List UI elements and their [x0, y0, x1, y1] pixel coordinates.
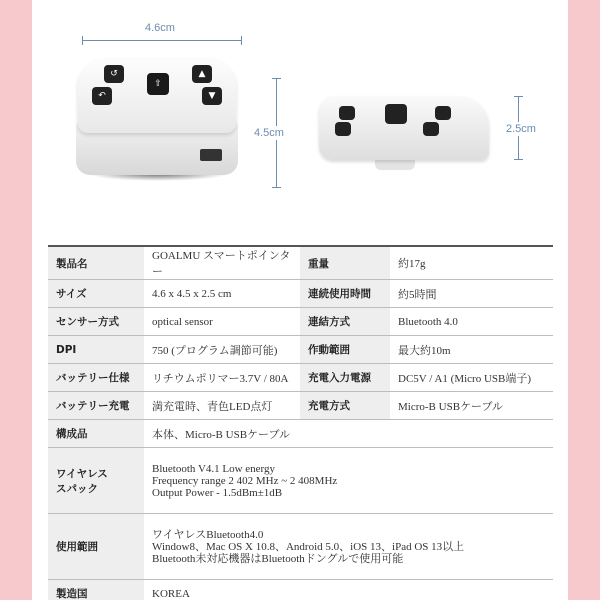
side-button-1 — [339, 106, 355, 120]
spec-value: 4.6 x 4.5 x 2.5 cm — [144, 280, 300, 308]
spec-label: バッテリー充電 — [48, 392, 144, 420]
spec-value: 750 (プログラム調節可能) — [144, 336, 300, 364]
spec-row-origin — [48, 580, 553, 600]
height-label: 4.5cm — [254, 127, 284, 139]
spec-label — [48, 448, 144, 514]
pointer-side-image — [317, 90, 492, 180]
width-line — [82, 40, 242, 41]
spec-value: Bluetooth 4.0 — [390, 308, 553, 336]
spec-row — [48, 392, 553, 420]
spec-value — [144, 448, 553, 514]
spec-value: リチウムポリマー3.7V / 80A — [144, 364, 300, 392]
spec-label: 重量 — [300, 246, 390, 280]
height-tick-bottom — [272, 187, 281, 188]
side-button-5 — [423, 122, 439, 136]
spec-row — [48, 336, 553, 364]
wireless-line: Frequency range 2 402 MHz ~ 2 408MHz — [152, 474, 338, 487]
wireless-label: ワイヤレス スパック — [56, 467, 108, 495]
wireless-line: Output Power - 1.5dBm±1dB — [152, 486, 283, 499]
spec-value: DC5V / A1 (Micro USB端子) — [390, 364, 553, 392]
side-button-2 — [335, 122, 351, 136]
spec-label: 製品名 — [48, 246, 144, 280]
spec-row-contents — [48, 420, 553, 448]
spec-label: 作動範囲 — [300, 336, 390, 364]
side-button-4 — [435, 106, 451, 120]
pointer-front-image — [72, 55, 242, 180]
button-icon-3: ▲ — [192, 65, 212, 83]
spec-row — [48, 280, 553, 308]
button-icon-1: ↺ — [104, 65, 124, 83]
spec-row — [48, 364, 553, 392]
spec-label: DPI — [48, 336, 144, 364]
width-tick-left — [82, 36, 83, 45]
spec-row-usage — [48, 514, 553, 580]
spec-label: 使用範囲 — [48, 514, 144, 580]
usage-line: Window8、Mac OS X 10.8、Android 5.0、iOS 13、iPad OS 13以上 — [152, 540, 465, 553]
spec-value: optical sensor — [144, 308, 300, 336]
spec-label: センサー方式 — [48, 308, 144, 336]
spec-value: 本体、Micro-B USBケーブル — [144, 420, 553, 448]
depth-tick-top — [514, 96, 523, 97]
spec-label: 充電入力電源 — [300, 364, 390, 392]
side-button-3 — [385, 104, 407, 124]
product-spec-page — [32, 0, 568, 600]
usage-line: ワイヤレスBluetooth4.0 — [152, 528, 264, 541]
button-icon-4: ↶ — [92, 87, 112, 105]
spec-row-wireless — [48, 448, 553, 514]
spec-value — [144, 514, 553, 580]
spec-row — [48, 246, 553, 280]
spec-label: サイズ — [48, 280, 144, 308]
depth-tick-bottom — [514, 159, 523, 160]
spec-value: KOREA — [144, 580, 553, 600]
spec-label: 充電方式 — [300, 392, 390, 420]
spec-label: 連続使用時間 — [300, 280, 390, 308]
depth-label: 2.5cm — [506, 123, 536, 135]
width-label: 4.6cm — [145, 22, 175, 34]
spec-value: 約5時間 — [390, 280, 553, 308]
spec-label: 連結方式 — [300, 308, 390, 336]
spec-label: バッテリー仕様 — [48, 364, 144, 392]
usage-line: Bluetooth未対応機器はBluetoothドングルで使用可能 — [152, 552, 404, 565]
spec-value: Micro-B USBケーブル — [390, 392, 553, 420]
spec-table — [48, 245, 553, 600]
spec-value: 満充電時、青色LED点灯 — [144, 392, 300, 420]
button-icon-2: ⇧ — [147, 73, 169, 95]
wireless-line: Bluetooth V4.1 Low energy — [152, 462, 276, 475]
spec-row — [48, 308, 553, 336]
spec-label: 構成品 — [48, 420, 144, 448]
spec-value: 約17g — [390, 246, 553, 280]
height-tick-top — [272, 78, 281, 79]
width-tick-right — [241, 36, 242, 45]
usb-port — [200, 149, 222, 161]
spec-value: 最大約10m — [390, 336, 553, 364]
spec-value: GOALMU スマートポインター — [144, 246, 300, 280]
spec-label: 製造国 — [48, 580, 144, 600]
button-icon-5: ▼ — [202, 87, 222, 105]
